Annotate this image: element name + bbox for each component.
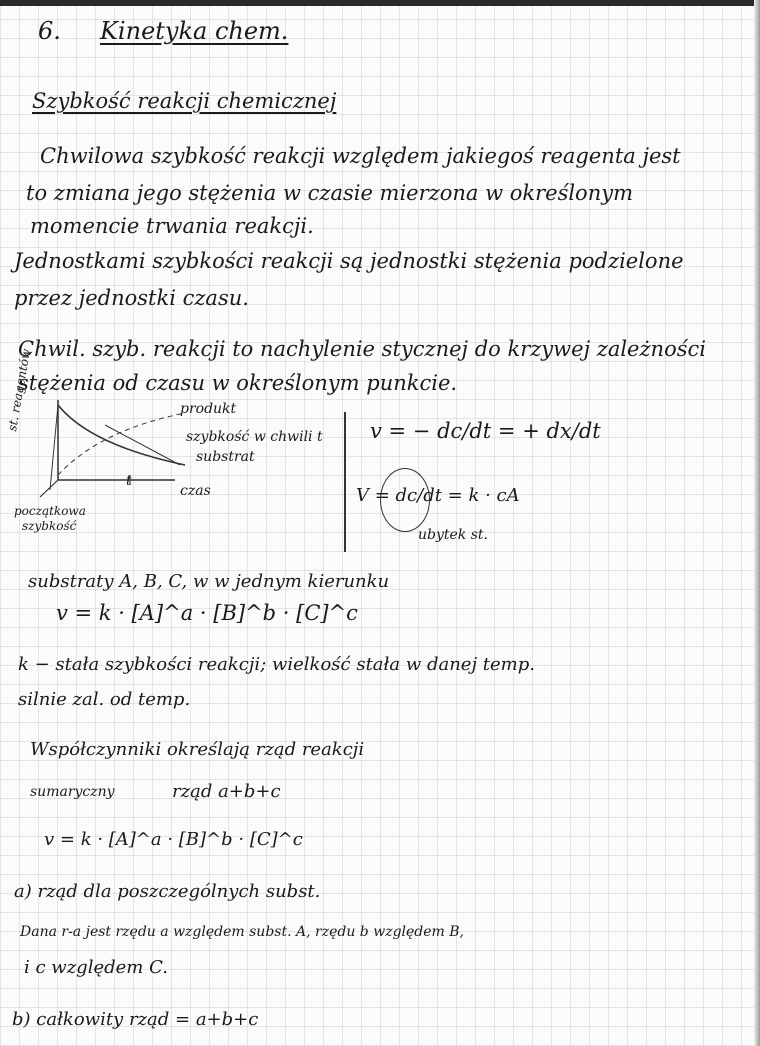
- item-a-label: a) rząd dla poszczególnych subst.: [14, 881, 321, 902]
- k-definition-line-1: k − stała szybkości reakcji; wielkość stała w danej temp.: [18, 654, 535, 675]
- units-line-2: przez jednostki czasu.: [14, 286, 249, 310]
- definition-line-1: Chwilowa szybkość reakcji względem jakiegoś reagenta jest: [40, 144, 681, 168]
- graph-x-label: czas: [180, 483, 211, 499]
- graph-t-label: t: [126, 473, 132, 489]
- substrates-line: substraty A, B, C, w w jednym kierunku: [28, 571, 390, 592]
- coefficients-line: Współczynniki określają rząd reakcji: [30, 739, 365, 760]
- graph-y-label: st. reagentów: [5, 347, 34, 433]
- rate-law-repeat: v = k · [A]^a · [B]^b · [C]^c: [44, 829, 303, 850]
- k-definition-line-2: silnie zal. od temp.: [18, 689, 191, 710]
- definition-line-3: momencie trwania reakcji.: [30, 214, 314, 238]
- graph-product-label: produkt: [180, 401, 237, 417]
- total-order-text: rząd a+b+c: [172, 781, 281, 802]
- rate-law-general: v = k · [A]^a · [B]^b · [C]^c: [56, 601, 358, 625]
- scan-right-edge: [754, 0, 760, 1046]
- subheading: Szybkość reakcji chemicznej: [32, 89, 337, 113]
- total-order-label: sumaryczny: [30, 784, 115, 800]
- item-b-line: b) całkowity rząd = a+b+c: [12, 1009, 259, 1030]
- item-a-line-1: Dana r-a jest rzędu a względem subst. A, rzędu b względem B,: [20, 924, 465, 940]
- tangent-line-1: Chwil. szyb. reakcji to nachylenie stycznej do krzywej zależności: [18, 337, 706, 361]
- initial-tangent: [50, 405, 58, 490]
- section-title: Kinetyka chem.: [100, 17, 289, 45]
- rate-definition-formula: v = − dc/dt = + dx/dt: [370, 419, 601, 443]
- section-number: 6.: [38, 17, 61, 45]
- definition-line-2: to zmiana jego stężenia w czasie mierzona w określonym: [26, 181, 634, 205]
- rate-law-formula: V = dc/dt = k · cA: [356, 485, 520, 506]
- graph-rate-label: szybkość w chwili t: [186, 429, 323, 445]
- substrate-curve: [58, 405, 185, 465]
- graph-initial-rate-1: początkowa: [14, 504, 86, 518]
- graph-substrate-label: substrat: [196, 449, 255, 465]
- tangent-line-2: stężenia od czasu w określonym punkcie.: [18, 371, 458, 395]
- constant-note: ubytek st.: [418, 527, 488, 543]
- graph-axis-corner: [40, 480, 58, 497]
- item-a-line-2: i c względem C.: [24, 957, 168, 978]
- graph-initial-rate-2: szybkość: [22, 519, 77, 533]
- units-line-1: Jednostkami szybkości reakcji są jednostki stężenia podzielone: [14, 249, 684, 273]
- divider-line: [344, 412, 346, 552]
- scan-top-edge: [0, 0, 760, 6]
